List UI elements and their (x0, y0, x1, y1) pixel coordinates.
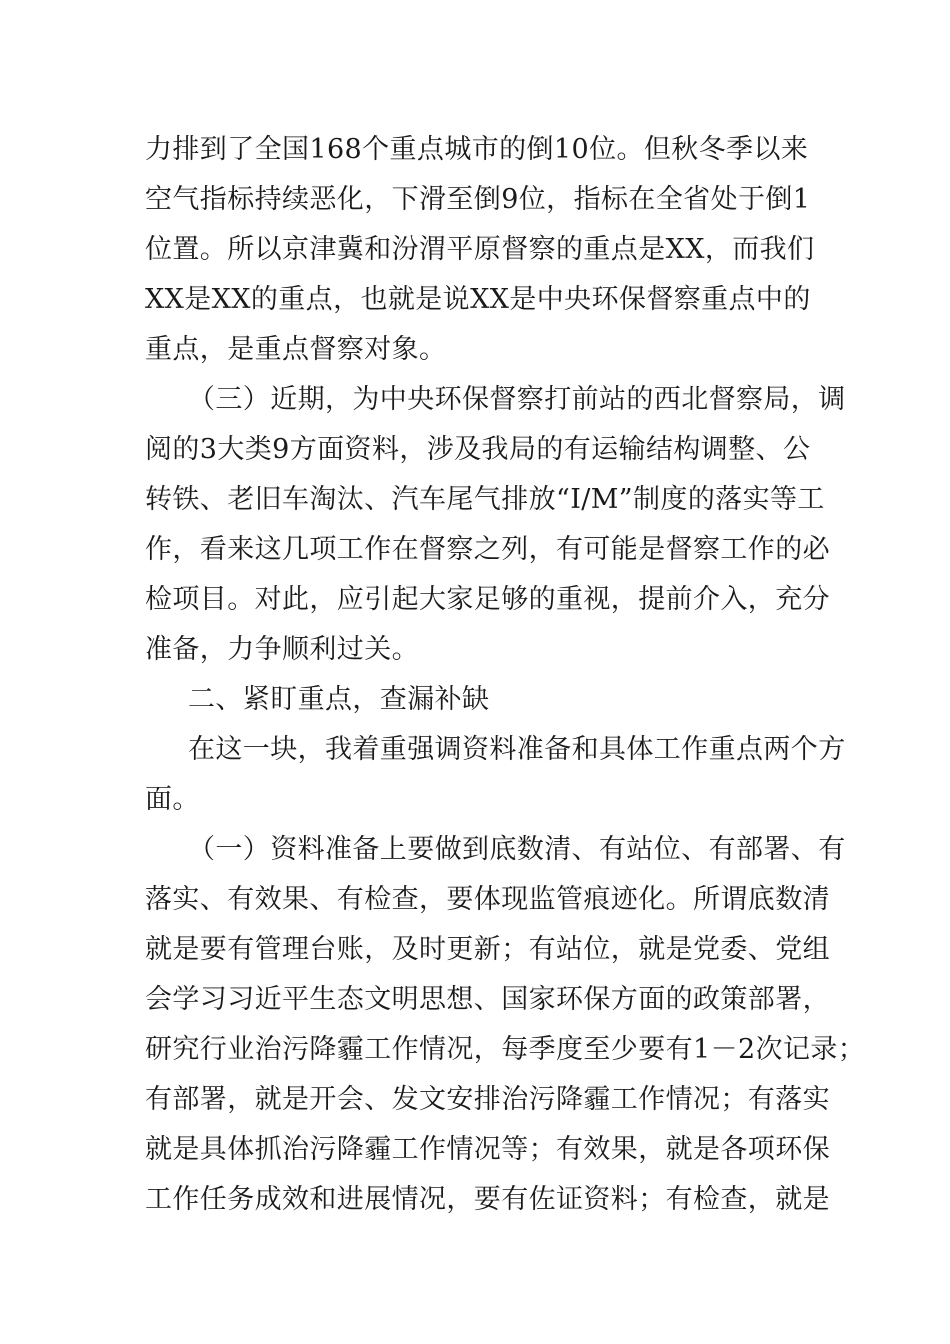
paragraph-start-line: 在这一块，我着重强调资料准备和具体工作重点两个方 (188, 734, 846, 765)
text-line: 检项目。对此，应引起大家足够的重视，提前介入，充分 (145, 584, 830, 615)
text-line: 重点，是重点督察对象。 (145, 334, 447, 365)
text-line: XX是XX的重点，也就是说XX是中央环保督察重点中的 (145, 284, 811, 315)
text-line: 阅的3大类9方面资料，涉及我局的有运输结构调整、公 (145, 434, 811, 465)
text-line: 面。 (145, 784, 200, 815)
text-line: 就是要有管理台账，及时更新；有站位，就是党委、党组 (145, 934, 830, 965)
text-line: 有部署，就是开会、发文安排治污降霾工作情况；有落实 (145, 1084, 830, 1115)
text-line: 转铁、老旧车淘汰、汽车尾气排放“I/M”制度的落实等工 (145, 484, 825, 515)
text-line: 就是具体抓治污降霾工作情况等；有效果，就是各项环保 (145, 1134, 830, 1165)
text-line: 空气指标持续恶化，下滑至倒9位，指标在全省处于倒1 (145, 184, 811, 215)
text-line: 研究行业治污降霾工作情况，每季度至少要有1－2次记录； (145, 1034, 866, 1065)
text-line: 力排到了全国168个重点城市的倒10位。但秋冬季以来 (145, 134, 809, 165)
text-line: 落实、有效果、有检查，要体现监管痕迹化。所谓底数清 (145, 884, 830, 915)
text-line: 位置。所以京津冀和汾渭平原督察的重点是XX，而我们 (145, 234, 815, 265)
paragraph-start-line: （一）资料准备上要做到底数清、有站位、有部署、有 (188, 834, 846, 865)
section-heading: 二、紧盯重点，查漏补缺 (188, 684, 490, 715)
text-line: 工作任务成效和进展情况，要有佐证资料；有检查，就是 (145, 1184, 830, 1215)
text-line: 作，看来这几项工作在督察之列，有可能是督察工作的必 (145, 534, 830, 565)
text-line: 准备，力争顺利过关。 (145, 634, 419, 665)
text-line: 会学习习近平生态文明思想、国家环保方面的政策部署， (145, 984, 830, 1015)
paragraph-start-line: （三）近期，为中央环保督察打前站的西北督察局，调 (188, 384, 846, 415)
